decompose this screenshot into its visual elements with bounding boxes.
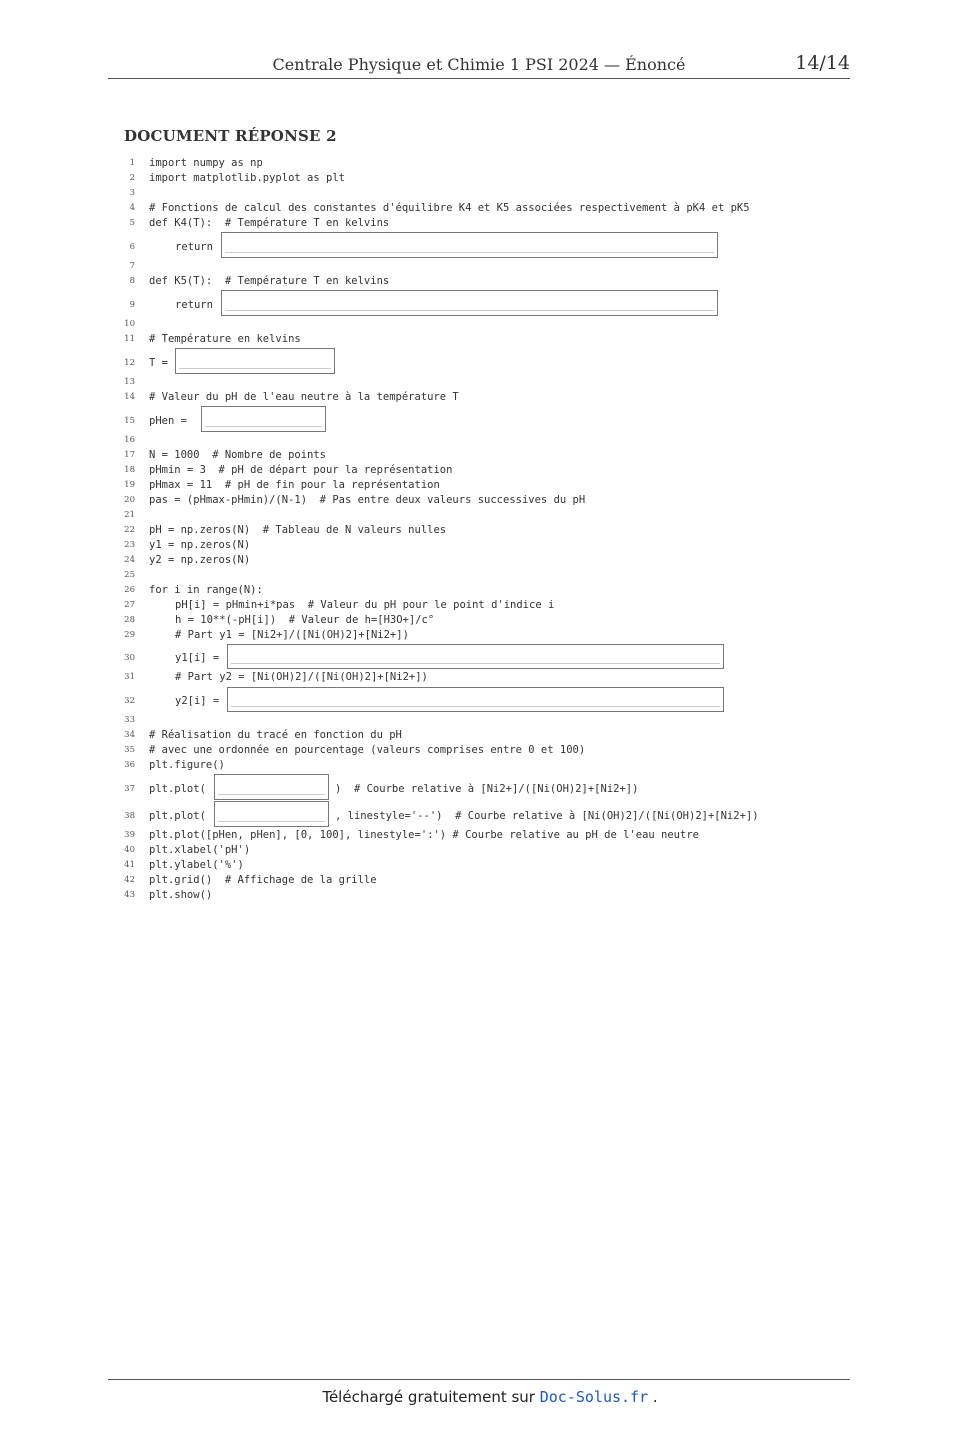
line-number: 24	[124, 555, 135, 565]
code-text: pHen =	[149, 415, 187, 427]
code-line	[0, 758, 980, 773]
code-line	[0, 743, 980, 758]
code-text: # Réalisation du tracé en fonction du pH	[149, 729, 402, 741]
line-number: 14	[124, 392, 135, 402]
code-text: h = 10**(-pH[i]) # Valeur de h=[H3O+]/c°	[175, 614, 435, 626]
line-number: 18	[124, 465, 135, 475]
code-text: pas = (pHmax-pHmin)/(N-1) # Pas entre deux valeurs successives du pH	[149, 494, 586, 506]
code-line	[0, 782, 980, 797]
code-text: # Part y2 = [Ni(OH)2]/([Ni(OH)2]+[Ni2+])	[175, 671, 428, 683]
line-number: 21	[124, 510, 135, 520]
code-text-after-box: ) # Courbe relative à [Ni2+]/([Ni(OH)2]+[Ni2+])	[335, 783, 639, 795]
code-text: # Fonctions de calcul des constantes d'équilibre K4 et K5 associées respectivement à pK4 et pK5	[149, 202, 750, 214]
code-text: import numpy as np	[149, 157, 263, 169]
line-number: 1	[129, 158, 135, 168]
code-line	[0, 508, 980, 523]
line-number: 34	[124, 730, 135, 740]
code-line	[0, 568, 980, 583]
line-number: 30	[124, 653, 135, 663]
code-line	[0, 171, 980, 186]
line-number: 9	[129, 300, 135, 310]
code-line	[0, 583, 980, 598]
line-number: 26	[124, 585, 135, 595]
code-line	[0, 843, 980, 858]
line-number: 3	[129, 188, 135, 198]
answer-box-k4-return[interactable]	[221, 232, 718, 258]
line-number: 29	[124, 630, 135, 640]
code-text: y2[i] =	[175, 695, 220, 707]
answer-box-y1[interactable]	[227, 644, 724, 669]
code-text: pHmin = 3 # pH de départ pour la représentation	[149, 464, 453, 476]
code-line	[0, 201, 980, 216]
line-number: 2	[129, 173, 135, 183]
code-line	[0, 478, 980, 493]
line-number: 31	[124, 672, 135, 682]
code-text: y1 = np.zeros(N)	[149, 539, 251, 551]
code-text: plt.grid() # Affichage de la grille	[149, 874, 377, 886]
code-text: def K4(T): # Température T en kelvins	[149, 217, 390, 229]
code-line	[0, 216, 980, 231]
code-line	[0, 888, 980, 903]
code-line	[0, 259, 980, 274]
footer-link[interactable]: Doc-Solus.fr	[539, 1388, 649, 1406]
line-number: 23	[124, 540, 135, 550]
line-number: 42	[124, 875, 135, 885]
code-text: plt.plot([pHen, pHen], [0, 100], linestyle=':') # Courbe relative au pH de l'eau neutre	[149, 829, 699, 841]
page-header	[108, 52, 850, 79]
line-number: 4	[129, 203, 135, 213]
answer-box-phen[interactable]	[201, 406, 326, 432]
line-number: 28	[124, 615, 135, 625]
code-text-after-box: , linestyle='--') # Courbe relative à [Ni(OH)2]/([Ni(OH)2]+[Ni2+])	[335, 810, 759, 822]
code-text: pH = np.zeros(N) # Tableau de N valeurs nulles	[149, 524, 447, 536]
line-number: 15	[124, 416, 135, 426]
line-number: 38	[124, 811, 135, 821]
code-line	[0, 463, 980, 478]
code-line	[0, 828, 980, 843]
code-line	[0, 448, 980, 463]
code-line	[0, 598, 980, 613]
code-line	[0, 858, 980, 873]
code-text: plt.show()	[149, 889, 213, 901]
line-number: 8	[129, 276, 135, 286]
code-line	[0, 414, 980, 429]
page-number: 14/14	[795, 52, 850, 74]
code-text: pH[i] = pHmin+i*pas # Valeur du pH pour le point d'indice i	[175, 599, 555, 611]
line-number: 17	[124, 450, 135, 460]
code-line	[0, 873, 980, 888]
code-text: T =	[149, 357, 168, 369]
code-line	[0, 317, 980, 332]
answer-box-plot-y2[interactable]	[214, 801, 329, 827]
line-number: 16	[124, 435, 135, 445]
line-number: 41	[124, 860, 135, 870]
answer-box-y2[interactable]	[227, 687, 724, 712]
code-line	[0, 538, 980, 553]
line-number: 10	[124, 319, 135, 329]
line-number: 13	[124, 377, 135, 387]
answer-box-temperature[interactable]	[175, 348, 335, 374]
code-line	[0, 156, 980, 171]
footer-text: Téléchargé gratuitement sur	[322, 1388, 540, 1406]
code-line	[0, 433, 980, 448]
footer-suffix: .	[648, 1388, 658, 1406]
code-line	[0, 390, 980, 405]
code-text: # Température en kelvins	[149, 333, 301, 345]
line-number: 39	[124, 830, 135, 840]
code-text: # avec une ordonnée en pourcentage (valeurs comprises entre 0 et 100)	[149, 744, 586, 756]
line-number: 6	[129, 242, 135, 252]
code-line	[0, 523, 980, 538]
line-number: 32	[124, 696, 135, 706]
code-text: def K5(T): # Température T en kelvins	[149, 275, 390, 287]
page-footer	[0, 1388, 980, 1406]
code-line	[0, 553, 980, 568]
code-text: plt.plot(	[149, 810, 206, 822]
code-text: y1[i] =	[175, 652, 220, 664]
code-line	[0, 493, 980, 508]
line-number: 27	[124, 600, 135, 610]
code-line	[0, 809, 980, 824]
line-number: 36	[124, 760, 135, 770]
code-line	[0, 356, 980, 371]
code-text: import matplotlib.pyplot as plt	[149, 172, 345, 184]
code-line	[0, 670, 980, 685]
code-text: pHmax = 11 # pH de fin pour la représentation	[149, 479, 440, 491]
line-number: 40	[124, 845, 135, 855]
code-text: y2 = np.zeros(N)	[149, 554, 251, 566]
code-text: plt.ylabel('%')	[149, 859, 244, 871]
code-text: plt.plot(	[149, 783, 206, 795]
code-text: return	[175, 299, 213, 311]
code-line	[0, 613, 980, 628]
line-number: 25	[124, 570, 135, 580]
line-number: 43	[124, 890, 135, 900]
line-number: 35	[124, 745, 135, 755]
code-text: # Valeur du pH de l'eau neutre à la température T	[149, 391, 459, 403]
code-line	[0, 728, 980, 743]
code-text: N = 1000 # Nombre de points	[149, 449, 327, 461]
line-number: 37	[124, 784, 135, 794]
line-number: 7	[129, 261, 135, 271]
line-number: 12	[124, 358, 135, 368]
code-text: # Part y1 = [Ni2+]/([Ni(OH)2]+[Ni2+])	[175, 629, 409, 641]
header-title: Centrale Physique et Chimie 1 PSI 2024 — Énoncé	[272, 55, 686, 74]
line-number: 22	[124, 525, 135, 535]
section-title: DOCUMENT RÉPONSE 2	[124, 127, 337, 145]
line-number: 19	[124, 480, 135, 490]
code-line	[0, 186, 980, 201]
line-number: 20	[124, 495, 135, 505]
footer-rule	[108, 1379, 850, 1380]
code-text: for i in range(N):	[149, 584, 263, 596]
code-line	[0, 274, 980, 289]
code-text: plt.figure()	[149, 759, 225, 771]
line-number: 11	[124, 334, 135, 344]
answer-box-plot-y1[interactable]	[214, 774, 329, 800]
code-line	[0, 332, 980, 347]
answer-box-k5-return[interactable]	[221, 290, 718, 316]
code-text: return	[175, 241, 213, 253]
code-text: plt.xlabel('pH')	[149, 844, 251, 856]
line-number: 5	[129, 218, 135, 228]
code-line	[0, 628, 980, 643]
code-line	[0, 713, 980, 728]
line-number: 33	[124, 715, 135, 725]
code-line	[0, 375, 980, 390]
